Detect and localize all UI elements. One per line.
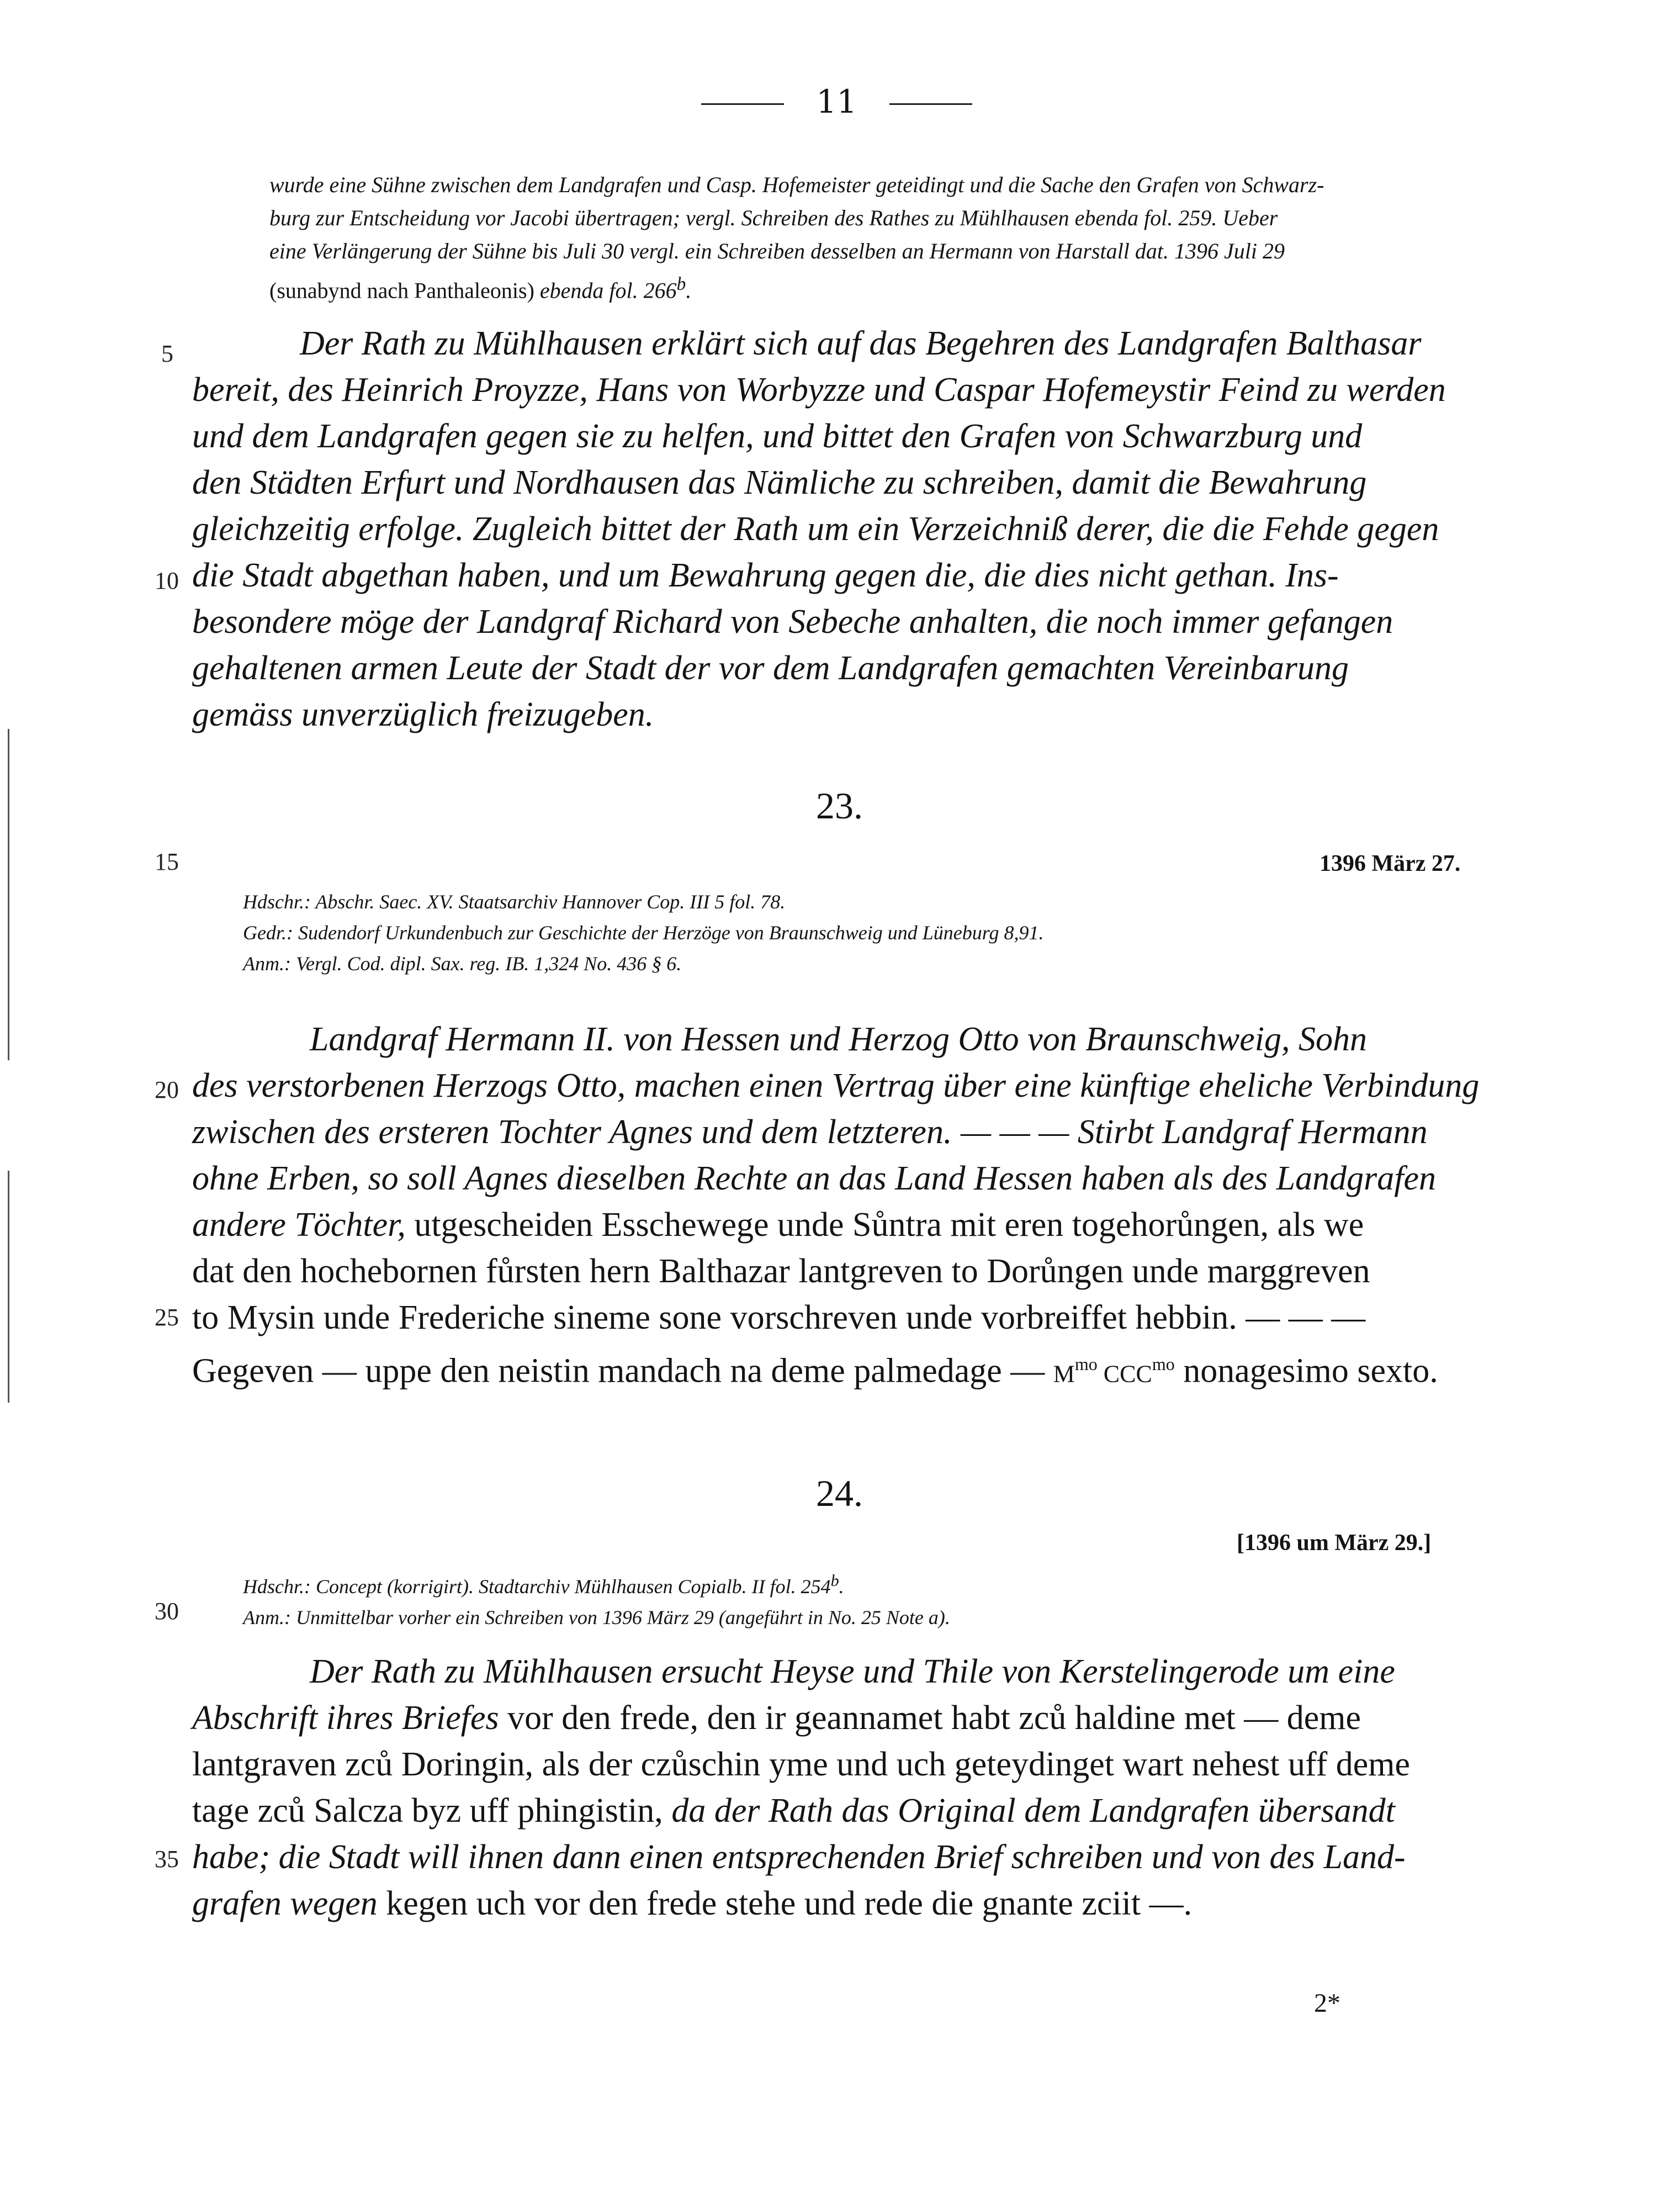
header-rule-right xyxy=(889,103,972,105)
regest-22 xyxy=(192,320,1446,738)
text-line: Der Rath zu Mühlhausen ersucht Heyse und Thile von Kerstelingerode um eine xyxy=(310,1653,1395,1690)
source-text: Hdschr.: Concept (korrigirt). Stadtarchiv Mühlhausen Copialb. II fol. 254 xyxy=(243,1575,831,1598)
regest-line: die Stadt abgethan haben, und um Bewahrung gegen die, die dies nicht gethan. Ins- xyxy=(192,557,1339,594)
document-date: 1396 März 27. xyxy=(1319,851,1461,876)
text-line xyxy=(192,1341,1479,1398)
document-text xyxy=(192,1648,1410,1927)
note-ref: ebenda fol. 266 xyxy=(539,278,677,303)
note-sup: b xyxy=(676,274,686,294)
text-line: dat den hochebornen fůrsten hern Balthazar lantgreven to Dorůngen unde marggreven xyxy=(192,1252,1370,1290)
note-line xyxy=(269,268,1324,307)
text-line xyxy=(192,1202,1479,1248)
note-end: . xyxy=(686,278,692,303)
line-number: 15 xyxy=(155,848,179,875)
note-line: eine Verlängerung der Sühne bis Juli 30 vergl. ein Schreiben desselben an Hermann von Harstall dat. 1396 Juli 29 xyxy=(269,239,1285,263)
line-number: 25 xyxy=(155,1304,179,1331)
regest-line: Der Rath zu Mühlhausen erklärt sich auf das Begehren des Landgrafen Balthasar xyxy=(300,325,1422,362)
numeral-sup: mo xyxy=(1152,1354,1175,1374)
source-end: . xyxy=(839,1575,844,1598)
regest-line: gleichzeitig erfolge. Zugleich bittet der Rath um ein Verzeichniß derer, die die Fehde gegen xyxy=(192,510,1439,548)
text-roman: tage zců Salcza byz uff phingistin, xyxy=(192,1792,663,1830)
scan-edge-mark xyxy=(8,1171,9,1403)
document-date: [1396 um März 29.] xyxy=(1237,1530,1432,1556)
text-italic: andere Töchter, xyxy=(192,1206,406,1244)
source-sup: b xyxy=(830,1572,839,1590)
line-number: 5 xyxy=(161,340,173,367)
regest-line: besondere möge der Landgraf Richard von Sebeche anhalten, die noch immer gefangen xyxy=(192,603,1393,641)
text-italic: Abschrift ihres Briefes xyxy=(192,1699,499,1737)
note-roman: (sunabynd nach Panthaleonis) xyxy=(269,278,534,303)
source-anm: Anm.: Vergl. Cod. dipl. Sax. reg. IB. 1,324 No. 436 § 6. xyxy=(243,953,682,975)
line-number: 20 xyxy=(155,1076,179,1103)
regest-line: und dem Landgrafen gegen sie zu helfen, und bittet den Grafen von Schwarzburg und xyxy=(192,417,1363,455)
document-text xyxy=(192,1016,1479,1398)
text-line: habe; die Stadt will ihnen dann einen entsprechenden Brief schreiben und von des Land- xyxy=(192,1838,1406,1876)
document-sources xyxy=(243,886,1043,979)
text-line xyxy=(192,1880,1410,1927)
note-line: burg zur Entscheidung vor Jacobi übertragen; vergl. Schreiben des Rathes zu Mühlhausen ebenda fol. 259. Ueber xyxy=(269,205,1278,230)
text-roman: nonagesimo sexto. xyxy=(1174,1352,1438,1390)
roman-numeral: CCC xyxy=(1097,1360,1152,1388)
text-italic: grafen wegen xyxy=(192,1885,378,1922)
numeral-sup: mo xyxy=(1074,1354,1098,1374)
text-line: to Mysin unde Frederiche sineme sone vorschreven unde vorbreiffet hebbin. — — — xyxy=(192,1299,1366,1336)
text-line xyxy=(192,1788,1410,1834)
text-line: lantgraven zců Doringin, als der czůschin yme und uch geteydinget wart nehest uff deme xyxy=(192,1746,1410,1783)
text-line: Landgraf Hermann II. von Hessen und Herzog Otto von Braunschweig, Sohn xyxy=(310,1021,1367,1058)
source-anm: Anm.: Unmittelbar vorher ein Schreiben von 1396 März 29 (angeführt in No. 25 Note a). xyxy=(243,1606,950,1628)
regest-line: gehaltenen armen Leute der Stadt der vor dem Landgrafen gemachten Vereinbarung xyxy=(192,649,1349,687)
regest-line: den Städten Erfurt und Nordhausen das Nämliche zu schreiben, damit die Bewahrung xyxy=(192,464,1367,501)
line-number: 10 xyxy=(155,567,179,594)
text-roman: vor den frede, den ir geannamet habt zců haldine met — deme xyxy=(507,1699,1361,1737)
continued-note xyxy=(269,168,1324,307)
text-roman: kegen uch vor den frede stehe und rede die gnante zciit —. xyxy=(386,1885,1193,1922)
page-number: 11 xyxy=(816,83,857,120)
source-hdschr: Hdschr.: Abschr. Saec. XV. Staatsarchiv Hannover Cop. III 5 fol. 78. xyxy=(243,891,786,913)
roman-numeral: M xyxy=(1053,1360,1075,1388)
line-number: 30 xyxy=(155,1598,179,1625)
document-number: 24. xyxy=(816,1472,863,1514)
text-roman: utgescheiden Esschewege unde Sůntra mit eren togehorůngen, als we xyxy=(414,1206,1364,1244)
document-sources xyxy=(243,1566,950,1633)
text-line: des verstorbenen Herzogs Otto, machen einen Vertrag über eine künftige eheliche Verbindung xyxy=(192,1067,1480,1104)
signature-mark: 2* xyxy=(1314,1989,1340,2018)
note-line: wurde eine Sühne zwischen dem Landgrafen und Casp. Hofemeister geteidingt und die Sache den Grafen von Schwarz- xyxy=(269,172,1324,197)
text-italic: da der Rath das Original dem Landgrafen übersandt xyxy=(671,1792,1395,1830)
regest-line: bereit, des Heinrich Proyzze, Hans von Worbyzze und Caspar Hofemeystir Feind zu werden xyxy=(192,371,1446,409)
text-roman: Gegeven — uppe den neistin mandach na deme palmedage — xyxy=(192,1352,1053,1390)
text-line xyxy=(192,1695,1410,1741)
source-gedr: Gedr.: Sudendorf Urkundenbuch zur Geschichte der Herzöge von Braunschweig und Lüneburg 8,91. xyxy=(243,922,1044,944)
text-line: ohne Erben, so soll Agnes dieselben Rechte an das Land Hessen haben als des Landgrafen xyxy=(192,1160,1436,1197)
source-hdschr xyxy=(243,1566,950,1602)
page-header xyxy=(701,83,972,120)
header-rule-left xyxy=(701,103,784,105)
text-line: zwischen des ersteren Tochter Agnes und dem letzteren. — — — Stirbt Landgraf Hermann xyxy=(192,1113,1428,1151)
line-number: 35 xyxy=(155,1846,179,1873)
document-number: 23. xyxy=(816,785,863,827)
scan-edge-mark xyxy=(8,729,9,1060)
regest-line: gemäss unverzüglich freizugeben. xyxy=(192,696,654,733)
